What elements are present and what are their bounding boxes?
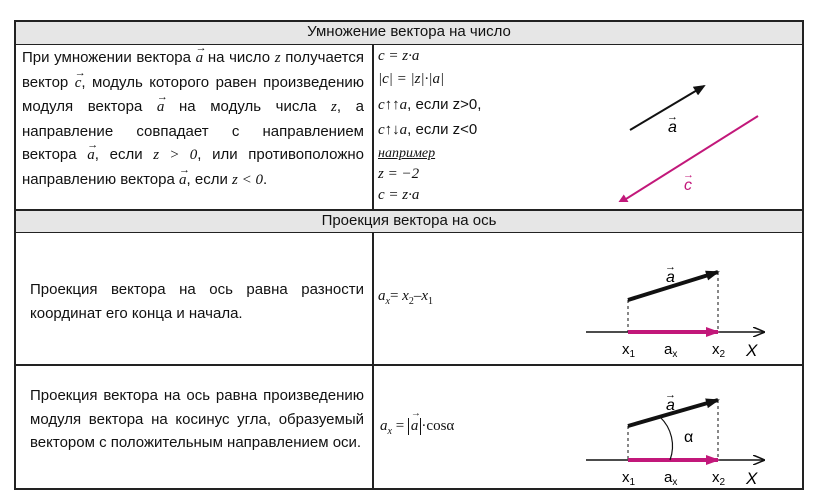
row1-text: Проекция вектора на ось равна разности координат его конца и начала.	[30, 281, 364, 322]
vector-a-label: a	[666, 397, 675, 414]
vector-a-arrow	[630, 86, 704, 130]
angle-arc	[660, 417, 673, 460]
formula-modulus: |c| = |z|·|a|	[378, 71, 445, 87]
section1-formulas	[378, 48, 578, 207]
section2-header	[16, 211, 802, 233]
ax-label: $a_x$	[664, 341, 678, 360]
x1-label: $x_1$	[622, 469, 636, 488]
svg-text:→: →	[665, 389, 676, 401]
x1-label: $x_1$	[622, 341, 636, 360]
section1-header	[16, 22, 802, 45]
section2-divider	[372, 232, 374, 488]
axis-label: X	[746, 469, 758, 488]
row2-projection-diagram	[576, 368, 802, 490]
row2-formula: $a_x$ = → a ·cosα	[380, 408, 455, 437]
svg-text:→: →	[683, 169, 694, 181]
example-label: например	[378, 146, 436, 161]
axis-label: X	[746, 341, 758, 360]
formula-codirected: c↑↑a, если z>0,	[378, 96, 482, 113]
formula-opposite: c↑↓a, если z<0	[378, 121, 478, 138]
formula-c-example: c = z·a	[378, 187, 420, 203]
section1-title: Умножение вектора на число	[307, 23, 511, 40]
vector-c-label: c	[684, 177, 692, 194]
x2-label: $x_2$	[712, 469, 726, 488]
vector-a-label: a	[666, 269, 675, 286]
angle-label: α	[684, 429, 694, 446]
x2-label: $x_2$	[712, 341, 726, 360]
section1-vector-diagram	[576, 52, 796, 202]
row1-formula: $a_x= x_2-x_1$	[378, 288, 434, 307]
vector-a-label: a	[668, 119, 677, 136]
svg-text:→: →	[667, 111, 678, 123]
row-separator	[16, 364, 802, 366]
svg-text:→: →	[665, 261, 676, 273]
section2-title: Проекция вектора на ось	[321, 212, 497, 229]
vector-table	[14, 20, 804, 490]
section1-text: При умножении вектора → a на число z получается вектор → c, модуль которого равен произведению модуля вектора → a на модуль числа z, а направление совпадает с направлением вектора → a, если z > 0, или противоположно направлению вектора → a, если z < 0.	[22, 42, 365, 188]
row2-text: Проекция вектора на ось равна произведению модуля вектора на косинус угла, образуемый вектором с положительным направлением оси.	[30, 387, 364, 451]
formula-z-value: z = −2	[378, 166, 420, 182]
formula-c-eq: c = z·a	[378, 48, 420, 64]
section1-divider	[372, 44, 374, 210]
ax-label: $a_x$	[664, 469, 678, 488]
row1-projection-diagram	[576, 234, 802, 362]
